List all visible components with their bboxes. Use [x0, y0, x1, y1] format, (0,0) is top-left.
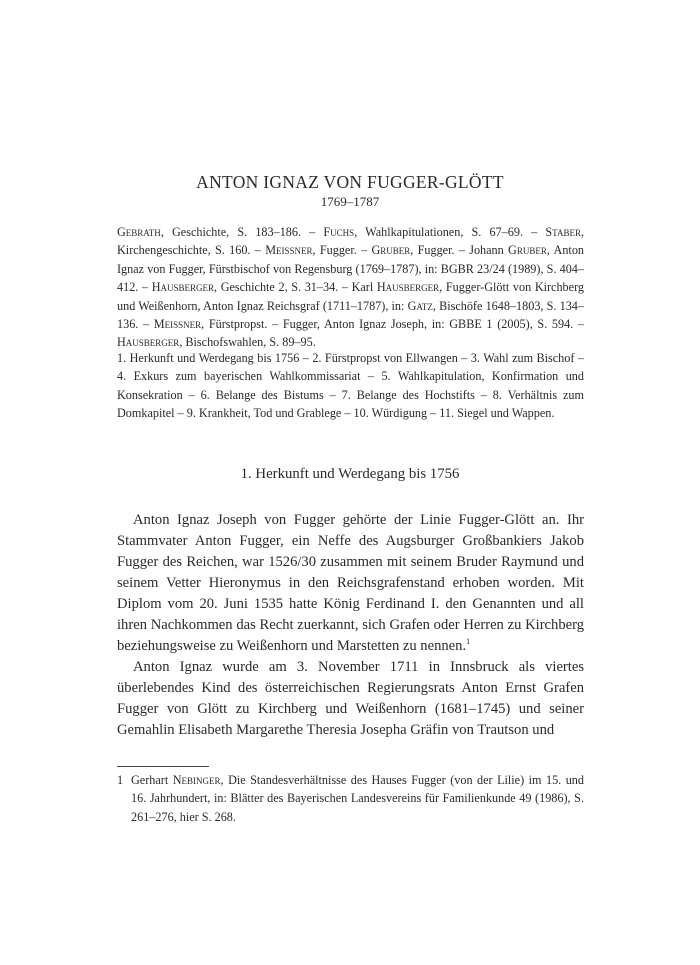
- footnote-divider: [117, 766, 209, 767]
- biblio-text: , Fugger. – Johann: [410, 243, 509, 258]
- biblio-text: , Wahlkapitulationen, S. 67–69. –: [354, 225, 546, 239]
- footnote-number: 1: [117, 773, 124, 787]
- biblio-text: , Kirchengeschichte, S. 160. –: [117, 225, 584, 258]
- biblio-text: , Geschichte 2, S. 31–34. – Karl: [214, 280, 377, 295]
- biblio-author: Gebrath: [117, 225, 161, 239]
- biblio-author: Meissner: [265, 243, 313, 258]
- biblio-text: , Fugger. –: [312, 243, 372, 258]
- footnote-text: [131, 771, 584, 826]
- biblio-author: Gruber: [508, 243, 547, 258]
- biblio-author: Fuchs: [323, 225, 355, 239]
- footnote-body: , Die Standesverhältnisse des Hauses Fugger (von der Lilie) im 15. und 16. Jahrhundert, in: Blätter des Bayerischen Landesvereins für Familienkunde 49 (1986), S. 261–276, hier S. 268.: [131, 773, 584, 824]
- table-of-contents: 1. Herkunft und Werdegang bis 1756 – 2. Fürstpropst von Ellwangen – 3. Wahl zum Bischof – 4. Exkurs zum bayerischen Wahlkommissariat – 5. Wahlkapitulation, Konfirmation und Konsekration – 6. Belange des Bistums – 7. Belange des Hochstifts – 8. Verhältnis zum Domkapitel – 9. Krankheit, Tod und Grablege – 10. Würdigung – 11. Siegel und Wappen.: [117, 351, 584, 421]
- biblio-author: Hausberger: [151, 280, 215, 295]
- biblio-author: Staber: [545, 225, 581, 239]
- biblio-text: , Anton Ignaz von Fugger, Fürstbischof von Regensburg (1769–1787), in: BGBR 23/24 (1989), S. 404–412. –: [117, 243, 585, 295]
- biblio-author: Gruber: [371, 243, 411, 258]
- biblio-author: Hausberger: [117, 335, 180, 350]
- biblio-text: , Fürstpropst. – Fugger, Anton Ignaz Joseph, in: GBBE 1 (2005), S. 594. –: [201, 317, 585, 332]
- paragraph-text: Anton Ignaz Joseph von Fugger gehörte der Linie Fugger-Glött an. Ihr Stammvater Anton Fugger, ein Neffe des Augsburger Großbankiers Jakob Fugger des Reichen, war 1526/30 zusammen mit seinem Bruder Raymund und seinem Vetter Hieronymus in den Reichsgrafenstand erhoben worden. Mit Diplom vom 20. Juni 1535 hatte König Ferdinand I. den Genannten und all ihren Nachkommen das Recht zuerkannt, sich Grafen oder Herren zu Kirchberg beziehungsweise zu Weißenhorn und Marstetten zu nennen.: [117, 512, 584, 654]
- footnote-author: Nebinger: [172, 773, 221, 787]
- chapter-years: 1769–1787: [320, 194, 380, 209]
- biblio-text: , Bischofswahlen, S. 89–95.: [179, 335, 316, 350]
- biblio-author: Meissner: [153, 317, 202, 332]
- section-heading: 1. Herkunft und Werdegang bis 1756: [240, 466, 460, 482]
- paragraph: Anton Ignaz wurde am 3. November 1711 in Innsbruck als viertes überlebendes Kind des österreichischen Regierungsrats Anton Ernst Grafen Fugger von Glött zu Kirchberg und Weißenhorn (1681–1745) und seiner Gemahlin Elisabeth Margarethe Theresia Josepha Gräfin von Trautson und: [117, 659, 584, 738]
- biblio-author: Hausberger: [376, 280, 440, 295]
- biblio-author: Gatz: [407, 298, 433, 313]
- body-text: [117, 510, 584, 741]
- footnote-marker[interactable]: 1: [466, 637, 471, 647]
- footnote-prefix: Gerhart: [131, 773, 173, 787]
- bibliography-block: [117, 223, 584, 352]
- footnote: [117, 771, 584, 826]
- chapter-title: ANTON IGNAZ VON FUGGER-GLÖTT: [196, 172, 504, 192]
- biblio-text: , Geschichte, S. 183–186. –: [160, 225, 324, 239]
- paragraph: [117, 510, 584, 657]
- biblio-text: , Fugger-Glött von Kirchberg und Weißenhorn, Anton Ignaz Reichsgraf (1711–1787), in:: [117, 280, 584, 313]
- biblio-text: , Bischöfe 1648–1803, S. 134–136. –: [117, 298, 584, 332]
